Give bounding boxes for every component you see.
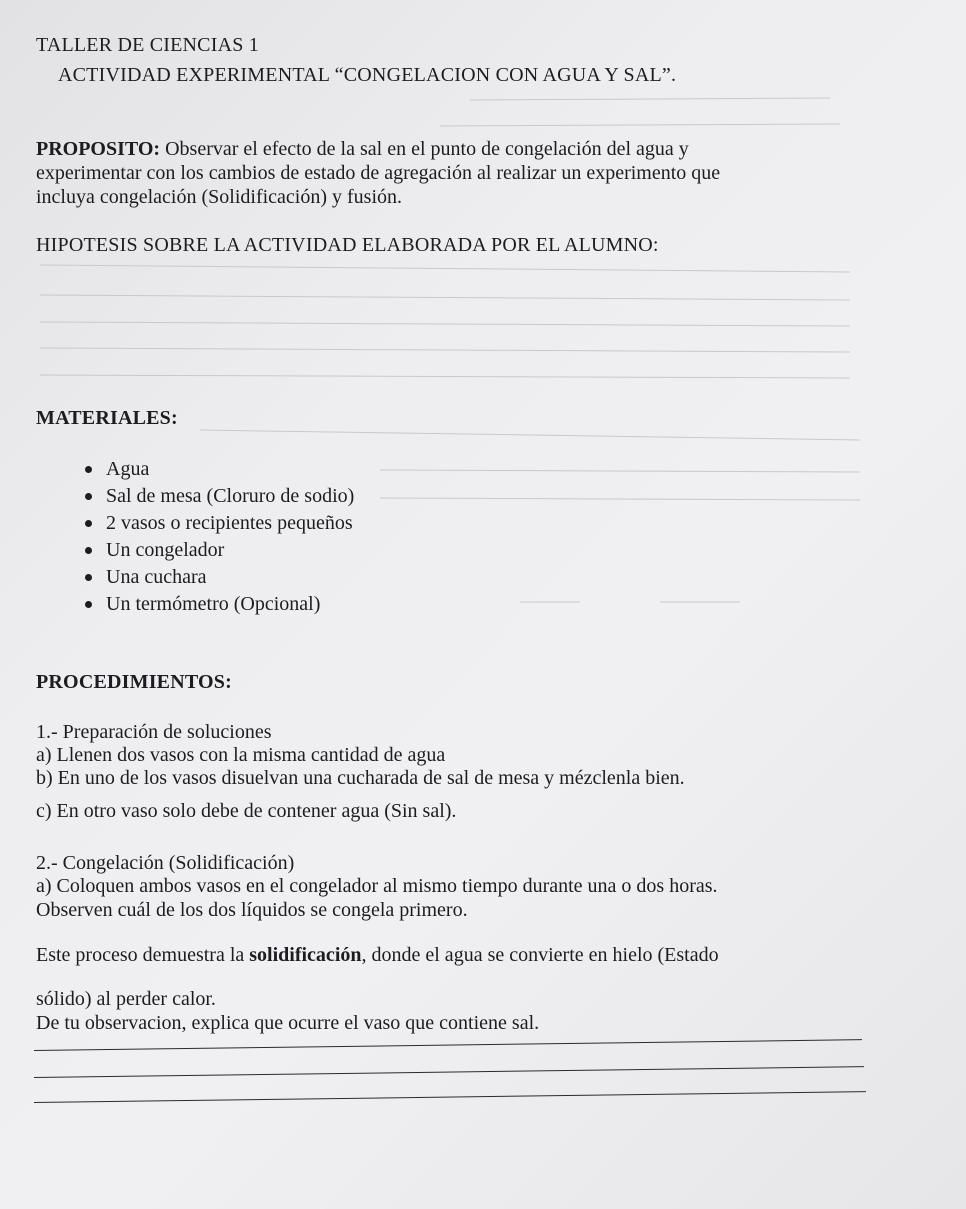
activity-title: ACTIVIDAD EXPERIMENTAL “CONGELACION CON AGUA Y SAL”.	[58, 64, 677, 86]
bullet-icon	[85, 574, 92, 581]
proposito-line-2: experimentar con los cambios de estado de agregación al realizar un experimento que	[36, 162, 721, 184]
step1-item-c: c) En otro vaso solo debe de contener agua (Sin sal).	[36, 800, 457, 822]
step1-title: 1.- Preparación de soluciones	[36, 721, 272, 743]
material-item: Sal de mesa (Cloruro de sodio)	[106, 485, 355, 507]
proposito-line-3: incluya congelación (Solidificación) y fusión.	[36, 186, 403, 208]
material-item: Un termómetro (Opcional)	[106, 593, 321, 615]
answer-line[interactable]	[34, 1091, 866, 1103]
materiales-heading: MATERIALES:	[36, 407, 178, 429]
step2-title: 2.- Congelación (Solidificación)	[36, 852, 295, 874]
material-item: Agua	[106, 458, 150, 480]
course-title: TALLER DE CIENCIAS 1	[36, 34, 259, 56]
note-text-pre: Este proceso demuestra la	[36, 944, 250, 966]
procedimientos-heading: PROCEDIMIENTOS:	[36, 671, 232, 693]
material-item: Una cuchara	[106, 566, 207, 588]
bullet-icon	[85, 466, 92, 473]
proposito-line-1	[36, 137, 689, 161]
bullet-icon	[85, 493, 92, 500]
material-item: 2 vasos o recipientes pequeños	[106, 512, 353, 534]
bullet-icon	[85, 601, 92, 608]
bullet-icon	[85, 547, 92, 554]
step2-item-a-cont: Observen cuál de los dos líquidos se congela primero.	[36, 899, 468, 921]
note-text-post: , donde el agua se convierte en hielo (Estado	[361, 944, 719, 966]
step2-item-a: a) Coloquen ambos vasos en el congelador al mismo tiempo durante una o dos horas.	[36, 875, 718, 897]
proposito-text-1: Observar el efecto de la sal en el punto de congelación del agua y	[160, 138, 689, 160]
hipotesis-heading: HIPOTESIS SOBRE LA ACTIVIDAD ELABORADA POR EL ALUMNO:	[36, 234, 659, 256]
answer-line[interactable]	[34, 1039, 862, 1051]
proposito-label: PROPOSITO:	[36, 138, 161, 160]
note-text-bold: solidificación	[249, 944, 362, 966]
answer-line[interactable]	[34, 1066, 864, 1078]
step1-item-b: b) En uno de los vasos disuelvan una cucharada de sal de mesa y mézclenla bien.	[36, 767, 685, 789]
solidification-note-line-2: sólido) al perder calor.	[36, 988, 216, 1010]
step1-item-a: a) Llenen dos vasos con la misma cantidad de agua	[36, 744, 446, 766]
observation-question: De tu observacion, explica que ocurre el vaso que contiene sal.	[36, 1012, 540, 1034]
material-item: Un congelador	[106, 539, 225, 561]
solidification-note-line-1	[36, 943, 719, 967]
bullet-icon	[85, 520, 92, 527]
